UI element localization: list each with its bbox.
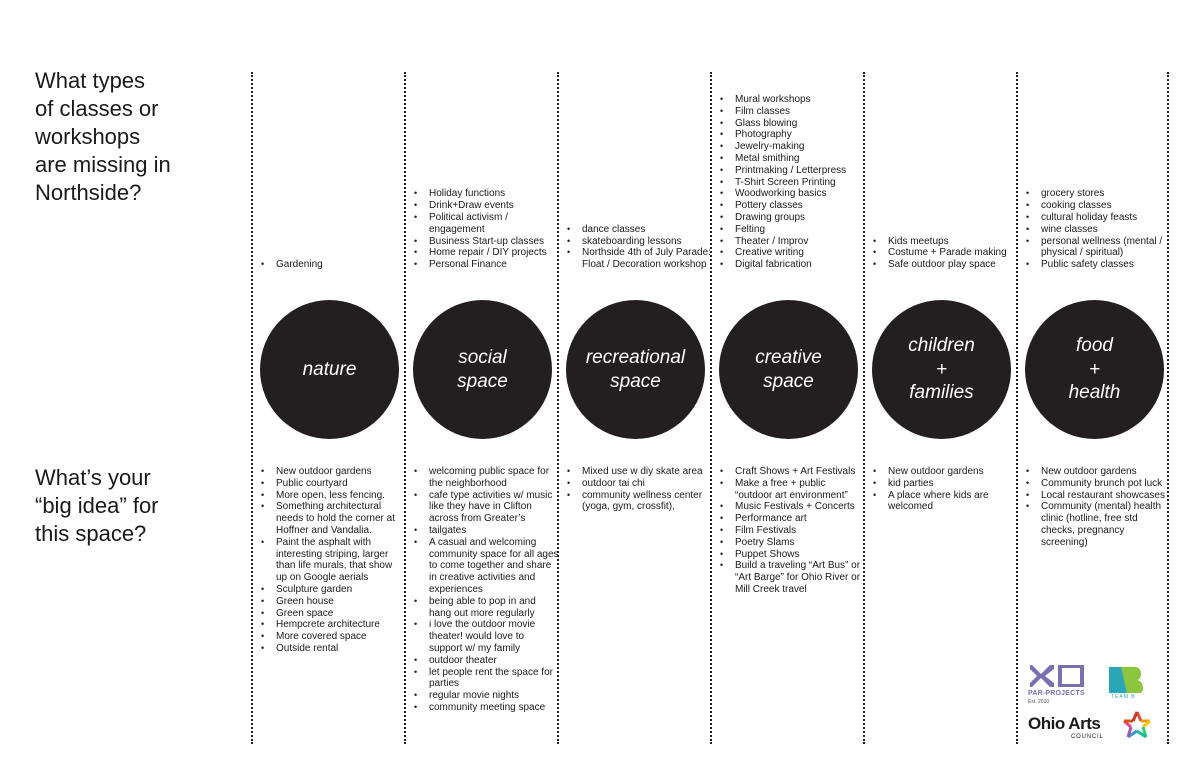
- topic-label: social space: [457, 347, 508, 392]
- list-item: • Glass blowing: [735, 118, 865, 130]
- list-item: • tailgates: [429, 525, 559, 537]
- list-item: • Public safety classes: [1041, 259, 1171, 271]
- classes-column-recreational-space: [560, 0, 712, 271]
- list-item: • community wellness center (yoga, gym, crossfit),: [582, 490, 712, 514]
- ideas-list: [407, 466, 559, 714]
- list-item: • New outdoor gardens: [276, 466, 406, 478]
- list-item: • grocery stores: [1041, 188, 1171, 200]
- list-item: • Business Start-up classes: [429, 236, 559, 248]
- ideas-list: [866, 466, 1018, 513]
- list-item: • Music Festivals + Concerts: [735, 501, 865, 513]
- classes-list: [713, 94, 865, 271]
- classes-column-children-families: [866, 0, 1018, 271]
- list-item: • Printmaking / Letterpress: [735, 165, 865, 177]
- list-item: • Mixed use w diy skate area: [582, 466, 712, 478]
- ohio-arts-star-icon: [1122, 710, 1152, 740]
- topic-label: nature: [302, 358, 357, 380]
- list-item: • A casual and welcoming community space for all ages to come together and share in creative activities and experiences: [429, 537, 559, 596]
- list-item: • Safe outdoor play space: [888, 259, 1018, 271]
- topic-circle-food-health: [1025, 300, 1164, 439]
- classes-column-creative-space: [713, 0, 865, 271]
- sponsor-logos: [1025, 662, 1175, 762]
- list-item: • Hempcrete architecture: [276, 619, 406, 631]
- list-item: • New outdoor gardens: [1041, 466, 1171, 478]
- list-item: • kid parties: [888, 478, 1018, 490]
- list-item: • Make a free + public “outdoor art environment”: [735, 478, 865, 502]
- ideas-list: [560, 466, 712, 513]
- classes-column-nature: [254, 0, 406, 271]
- list-item: • Costume + Parade making: [888, 247, 1018, 259]
- question-big-idea: What’s your “big idea” for this space?: [35, 465, 159, 546]
- topic-label: recreational space: [585, 347, 686, 392]
- list-item: • Creative writing: [735, 247, 865, 259]
- list-item: • dance classes: [582, 224, 712, 236]
- list-item: • Digital fabrication: [735, 259, 865, 271]
- ohio-arts-council-label: Ohio Arts: [1028, 714, 1101, 733]
- list-item: • cultural holiday feasts: [1041, 212, 1171, 224]
- list-item: • More open, less fencing.: [276, 490, 406, 502]
- list-item: • let people rent the space for parties: [429, 667, 559, 691]
- list-item: • Jewelry-making: [735, 141, 865, 153]
- list-item: • Paint the asphalt with interesting striping, larger than life murals, that show up on Google aerials: [276, 537, 406, 584]
- topic-circle-creative-space: [719, 300, 858, 439]
- list-item: • Local restaurant showcases: [1041, 490, 1171, 502]
- classes-list: [866, 236, 1018, 271]
- list-item: • Film classes: [735, 106, 865, 118]
- list-item: • More covered space: [276, 631, 406, 643]
- list-item: • Drawing groups: [735, 212, 865, 224]
- list-item: • Metal smithing: [735, 153, 865, 165]
- list-item: • Theater / Improv: [735, 236, 865, 248]
- council-label: COUNCIL: [1071, 734, 1104, 740]
- list-item: • Puppet Shows: [735, 549, 865, 561]
- topic-label: children + families: [908, 335, 975, 404]
- list-item: • Photography: [735, 129, 865, 141]
- list-item: • Poetry Slams: [735, 537, 865, 549]
- list-item: • Felting: [735, 224, 865, 236]
- list-item: • regular movie nights: [429, 690, 559, 702]
- list-item: • Drink+Draw events: [429, 200, 559, 212]
- list-item: • A place where kids are welcomed: [888, 490, 1018, 514]
- classes-column-food-health: [1019, 0, 1171, 271]
- list-item: • Craft Shows + Art Festivals: [735, 466, 865, 478]
- list-item: • welcoming public space for the neighborhood: [429, 466, 559, 490]
- list-item: • outdoor theater: [429, 655, 559, 667]
- team-b-label: TEAM B: [1111, 694, 1136, 700]
- list-item: • Kids meetups: [888, 236, 1018, 248]
- list-item: • Build a traveling “Art Bus” or “Art Barge” for Ohio River or Mill Creek travel: [735, 560, 865, 595]
- list-item: • Woodworking basics: [735, 188, 865, 200]
- list-item: • Holiday functions: [429, 188, 559, 200]
- par-projects-est: Est. 2010: [1028, 699, 1050, 705]
- question-classes-missing: What types of classes or workshops are missing in Northside?: [35, 68, 171, 205]
- list-item: • skateboarding lessons: [582, 236, 712, 248]
- classes-list: [407, 188, 559, 271]
- list-item: • Community brunch pot luck: [1041, 478, 1171, 490]
- list-item: • being able to pop in and hang out more regularly: [429, 596, 559, 620]
- ideas-list: [254, 466, 406, 655]
- list-item: • Green house: [276, 596, 406, 608]
- list-item: • Northside 4th of July Parade: Float / Decoration workshop: [582, 247, 712, 271]
- topic-circle-social-space: [413, 300, 552, 439]
- topic-label: food + health: [1068, 335, 1121, 404]
- list-item: • wine classes: [1041, 224, 1171, 236]
- ideas-list: [1019, 466, 1171, 549]
- list-item: • Something architectural needs to hold the corner at Hoffner and Vandalia.: [276, 501, 406, 536]
- list-item: • New outdoor gardens: [888, 466, 1018, 478]
- list-item: • cafe type activities w/ music like they have in Clifton across from Greater’s: [429, 490, 559, 525]
- list-item: • Public courtyard: [276, 478, 406, 490]
- par-projects-label: PAR-PROJECTS: [1028, 690, 1085, 697]
- list-item: • community meeting space: [429, 702, 559, 714]
- list-item: • Performance art: [735, 513, 865, 525]
- topic-circle-recreational-space: [566, 300, 705, 439]
- list-item: • Pottery classes: [735, 200, 865, 212]
- list-item: • Gardening: [276, 259, 406, 271]
- classes-column-social-space: [407, 0, 559, 271]
- list-item: • Community (mental) health clinic (hotline, free std checks, pregnancy screening): [1041, 501, 1171, 548]
- list-item: • T-Shirt Screen Printing: [735, 177, 865, 189]
- classes-list: [560, 224, 712, 271]
- list-item: • cooking classes: [1041, 200, 1171, 212]
- list-item: • outdoor tai chi: [582, 478, 712, 490]
- topic-label: creative space: [755, 347, 822, 392]
- topic-circle-children-families: [872, 300, 1011, 439]
- column-divider: [251, 72, 253, 744]
- classes-list: [254, 259, 406, 271]
- list-item: • Green space: [276, 608, 406, 620]
- list-item: • Outside rental: [276, 643, 406, 655]
- list-item: • Political activism / engagement: [429, 212, 559, 236]
- classes-list: [1019, 188, 1171, 271]
- list-item: • Personal Finance: [429, 259, 559, 271]
- list-item: • Sculpture garden: [276, 584, 406, 596]
- list-item: • Mural workshops: [735, 94, 865, 106]
- list-item: • personal wellness (mental / physical / spiritual): [1041, 236, 1171, 260]
- par-projects-logo-icon: [1030, 665, 1085, 687]
- topic-circle-nature: [260, 300, 399, 439]
- list-item: • i love the outdoor movie theater! would love to support w/ my family: [429, 619, 559, 654]
- list-item: • Film Festivals: [735, 525, 865, 537]
- list-item: • Home repair / DIY projects: [429, 247, 559, 259]
- ideas-list: [713, 466, 865, 596]
